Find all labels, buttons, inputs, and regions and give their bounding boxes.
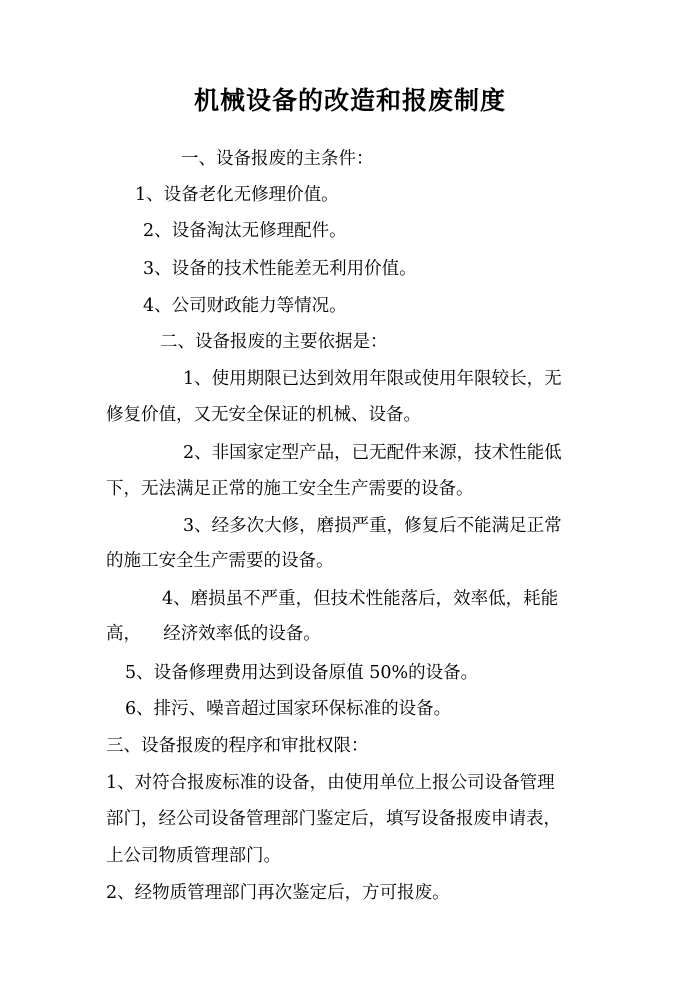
paragraph-line: 修复价值，又无安全保证的机械、设备。 (106, 405, 421, 425)
paragraph-line: 1、使用期限已达到效用年限或使用年限较长，无 (183, 369, 562, 389)
list-item: 5、设备修理费用达到设备原值 50%的设备。 (125, 663, 479, 683)
section-heading-3: 三、设备报废的程序和审批权限： (106, 736, 369, 756)
paragraph-line: 高， 经济效率低的设备。 (106, 624, 321, 644)
paragraph-line: 3、经多次大修，磨损严重，修复后不能满足正常 (183, 516, 562, 536)
list-item: 6、排污、噪音超过国家环保标准的设备。 (125, 699, 452, 719)
paragraph-line: 部门，经公司设备管理部门鉴定后，填写设备报废申请表， (106, 809, 561, 829)
paragraph-line: 2、非国家定型产品，已无配件来源，技术性能低 (183, 443, 562, 463)
list-item: 1、设备老化无修理价值。 (135, 185, 339, 205)
section-heading-2: 二、设备报废的主要依据是： (160, 332, 388, 352)
list-item: 3、设备的技术性能差无利用价值。 (143, 259, 417, 279)
list-item: 2、设备淘汰无修理配件。 (143, 221, 347, 241)
document-title: 机械设备的改造和报废制度 (193, 86, 506, 115)
section-heading-1: 一、设备报废的主条件： (181, 149, 374, 169)
paragraph-line: 上公司物质管理部门。 (106, 846, 281, 866)
paragraph-line: 下，无法满足正常的施工安全生产需要的设备。 (106, 479, 474, 499)
paragraph-line: 的施工安全生产需要的设备。 (106, 551, 334, 571)
list-item: 4、公司财政能力等情况。 (143, 296, 347, 316)
paragraph-line: 1、对符合报废标准的设备，由使用单位上报公司设备管理 (106, 773, 555, 793)
paragraph-line: 2、经物质管理部门再次鉴定后，方可报废。 (106, 883, 450, 903)
paragraph-line: 4、磨损虽不严重，但技术性能落后，效率低，耗能 (162, 589, 559, 609)
